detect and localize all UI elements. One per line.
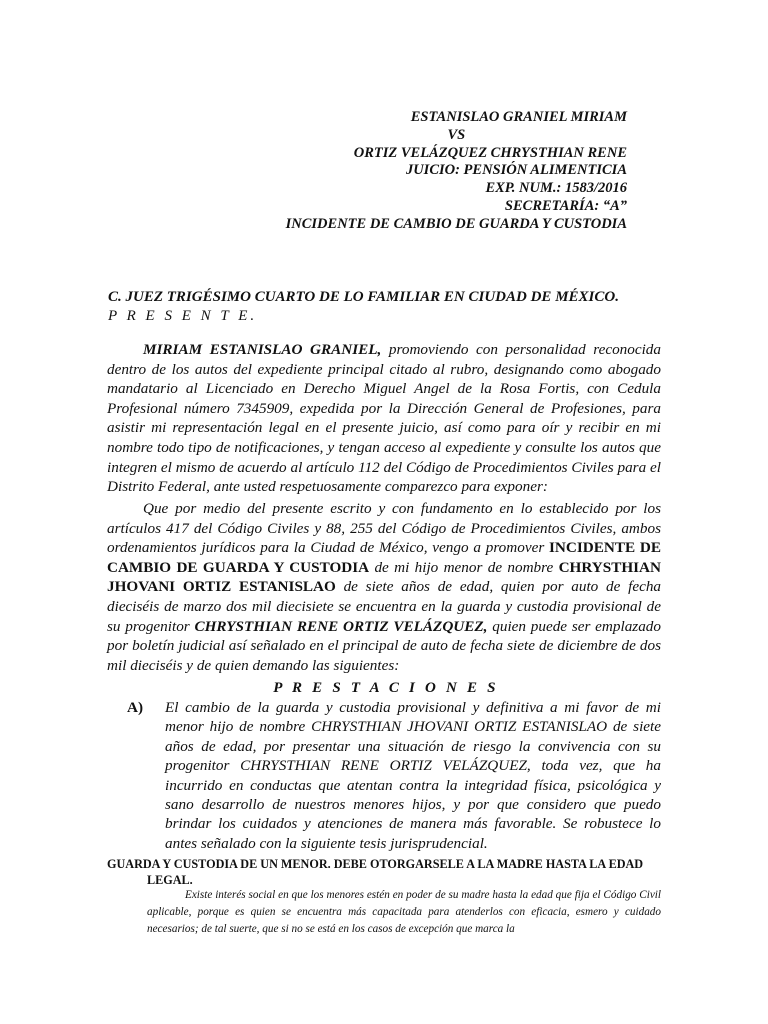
prestaciones-heading-text: P R E S T A C I O N E S <box>273 680 499 696</box>
header-secretariat: SECRETARÍA: “A” <box>504 197 627 214</box>
paragraph-petition <box>107 499 661 675</box>
thesis-title-line1: GUARDA Y CUSTODIA DE UN MENOR. DEBE OTORGARSELE A LA MADRE HASTA LA EDAD <box>107 857 644 871</box>
header-file-number: EXP. NUM.: 1583/2016 <box>485 180 627 197</box>
presente-label: P R E S E N T E. <box>108 308 258 324</box>
header-trial-type: JUICIO: PENSIÓN ALIMENTICIA <box>405 162 627 179</box>
prestaciones-heading <box>0 680 768 697</box>
petition-text-4: quien puede ser emplazado por boletín judicial así señalado en el principal de auto de fecha siete de diciembre de dos mil dieciséis y de quien demando las siguientes: <box>107 617 661 674</box>
header-defendant: ORTIZ VELÁZQUEZ CHRYSTHIAN RENE <box>353 144 627 161</box>
prestacion-item-a <box>127 698 661 853</box>
case-header <box>286 109 627 234</box>
header-versus: VS <box>447 126 466 143</box>
paragraph-appearance <box>107 340 661 497</box>
addressee-block <box>108 288 668 326</box>
thesis-title <box>107 856 663 888</box>
prestacion-text: El cambio de la guarda y custodia provisional y definitiva a mi favor de mi menor hijo de nombre CHRYSTHIAN JHOVANI ORTIZ ESTANISLAO de siete años de edad, por presentar una situación de riesgo la convivencia con su progenitor CHRYSTHIAN RENE ORTIZ VELÁZQUEZ, toda vez, que ha incurrido en conductas que atentan contra la integridad física, psicológica y sano desarrollo de nuestros menores hijos, y por que considero que puedo brindar los cuidados y atenciones de manera más favorable. Se robustece lo antes señalado con la siguiente tesis jurisprudencial. <box>165 699 661 852</box>
thesis-body-text: Existe interés social en que los menores estén en poder de su madre hasta la edad que fija el Código Civil aplicable, porque es quien se encuentra más capacitada para atenderlos con eficacia, esmero y cuidado necesarios; de tal suerte, que si no se está en los casos de excepción que marca la <box>147 889 661 935</box>
header-plaintiff: ESTANISLAO GRANIEL MIRIAM <box>410 109 627 125</box>
paragraph-appearance-text: promoviendo con personalidad reconocida dentro de los autos del expediente principal citado al rubro, designando como abogado mandatario al Licenciado en Derecho Miguel Angel de la Rosa Fortis, con Cedula Profesional número 7345909, expedida por la Dirección General de Profesiones, para asistir mi representación legal en el presente juicio, así como para oír y recibir en mi nombre todo tipo de notificaciones, y tengan acceso al expediente y consulte los autos que integren el mismo de acuerdo al artículo 112 del Código de Procedimientos Civiles para el Distrito Federal, ante usted respetuosamente comparezco para exponer: <box>107 341 661 496</box>
prestacion-marker: A) <box>127 699 144 716</box>
petition-child-name: CHRYSTHIAN JHOVANI ORTIZ ESTANISLAO <box>107 558 661 596</box>
petition-father-name: CHRYSTHIAN RENE ORTIZ VELÁZQUEZ, <box>194 617 488 635</box>
petition-text-1: Que por medio del presente escrito y con fundamento en lo establecido por los artículos 417 del Código Civiles y 88, 255 del Código de Procedimientos Civiles, ambos ordenamientos jurídicos para la Ciudad de México, vengo a promover <box>107 500 661 557</box>
petition-text-3: de siete años de edad, quien por auto de fecha dieciséis de marzo dos mil diecisiete se encuentra en la guarda y custodia provisional de su progenitor <box>107 578 662 635</box>
petition-incident-bold: INCIDENTE DE CAMBIO DE GUARDA Y CUSTODIA <box>107 539 661 576</box>
judge-addressee: C. JUEZ TRIGÉSIMO CUARTO DE LO FAMILIAR EN CIUDAD DE MÉXICO. <box>108 289 619 305</box>
header-incident: INCIDENTE DE CAMBIO DE GUARDA Y CUSTODIA <box>285 215 627 232</box>
petition-text-2: de mi hijo menor de nombre <box>369 558 559 576</box>
petitioner-name: MIRIAM ESTANISLAO GRANIEL, <box>143 341 382 358</box>
thesis-title-line2: LEGAL. <box>147 873 193 887</box>
thesis-body <box>147 887 661 938</box>
